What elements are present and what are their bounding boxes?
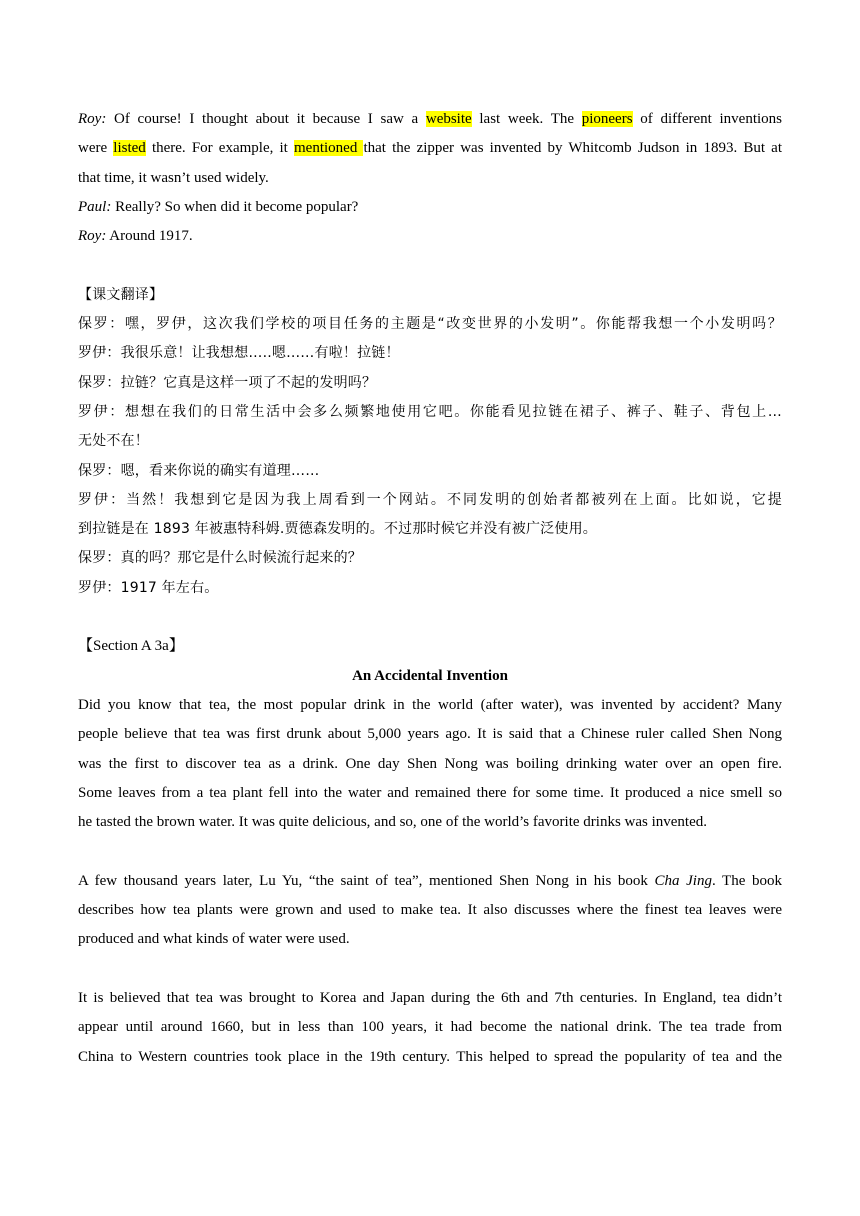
article-title: An Accidental Invention [352,667,508,684]
paragraph-1-line: Did you know that tea, the most popular drink in the world (after water), was invented by accident? Many [78,696,782,713]
translation-line: 罗伊：想想在我们的日常生活中会多么频繁地使用它吧。你能看见拉链在裙子、裤子、鞋子、背包上… [78,403,782,420]
spacer [78,955,782,984]
text: Around 1917. [106,228,193,245]
speaker-paul: Paul: [78,198,112,215]
highlight-listed: listed [113,140,146,157]
text: last week. The [471,111,582,127]
dialogue-line-4 [78,193,782,222]
highlight-website: website [425,111,472,127]
translation-line: 罗伊：当然！我想到它是因为我上周看到一个网站。不同发明的创始者都被列在上面。比如说，它提 [78,491,782,508]
paragraph-1-line: people believe that tea was first drunk about 5,000 years ago. It is said that a Chinese ruler called Shen Nong [78,726,782,743]
dialogue-line-3: that time, it wasn’t used widely. [78,169,269,186]
paragraph-2-line: describes how tea plants were grown and used to make tea. It also discusses where the finest tea leaves were [78,902,782,919]
text: A few thousand years later, Lu Yu, “the saint of tea”, mentioned Shen Nong in his book [78,872,655,889]
paragraph-3-line: China to Western countries took place in the 19th century. This helped to spread the popularity of tea and the [78,1048,782,1065]
paragraph-1-line: Some leaves from a tea plant fell into the water and remained there for some time. It produced a nice smell so [78,784,782,801]
translation-heading: 【课文翻译】 [78,286,164,303]
speaker-roy: Roy: [78,228,107,245]
text: were [78,140,114,157]
dialogue-line-2 [78,134,782,163]
book-title: Cha Jing [654,872,712,889]
translation-line: 保罗：拉链？它真是这样一项了不起的发明吗？ [78,374,377,391]
text: that the zipper was invented by Whitcomb Judson in 1893. But at [363,140,782,157]
translation-line: 保罗：嗯，看来你说的确实有道理…… [78,462,320,479]
text: there. For example, it [145,140,294,157]
spacer [78,251,782,280]
dialogue-line-1 [78,105,782,134]
paragraph-2-line: produced and what kinds of water were used. [78,931,350,948]
highlight-pioneers: pioneers [581,111,633,127]
translation-line: 到拉链是在 1893 年被惠特科姆.贾德森发明的。不过那时候它并没有被广泛使用。 [78,521,597,538]
highlight-mentioned: mentioned [294,140,364,157]
paragraph-1-line: he tasted the brown water. It was quite delicious, and so, one of the world’s favorite drinks was invented. [78,814,708,831]
paragraph-1-line: was the first to discover tea as a drink. One day Shen Nong was boiling drinking water over an open fire. [78,755,782,772]
translation-line: 无处不在！ [78,433,149,450]
text: of different inventions [632,111,782,127]
translation-line: 保罗：真的吗？那它是什么时候流行起来的？ [78,550,362,567]
translation-line: 罗伊：1917 年左右。 [78,579,219,596]
paragraph-3-line: It is believed that tea was brought to Korea and Japan during the 6th and 7th centuries. In England, tea didn’t [78,989,782,1006]
spacer [78,837,782,866]
spacer [78,603,782,632]
paragraph-2-line [78,867,782,896]
paragraph-3-line: appear until around 1660, but in less than 100 years, it had become the national drink. The tea trade from [78,1019,782,1036]
section-heading: 【Section A 3a】 [78,638,184,655]
text: Of course! I thought about it because I saw a [106,111,426,127]
text: . The book [711,872,782,889]
translation-line: 保罗：嘿，罗伊，这次我们学校的项目任务的主题是“改变世界的小发明”。你能帮我想一个小发明吗？ [78,316,782,333]
translation-line: 罗伊：我很乐意！让我想想…..嗯……有啦！拉链！ [78,345,400,362]
dialogue-line-5 [78,222,782,251]
speaker-roy: Roy: [78,111,107,127]
text: Really? So when did it become popular? [111,198,359,215]
